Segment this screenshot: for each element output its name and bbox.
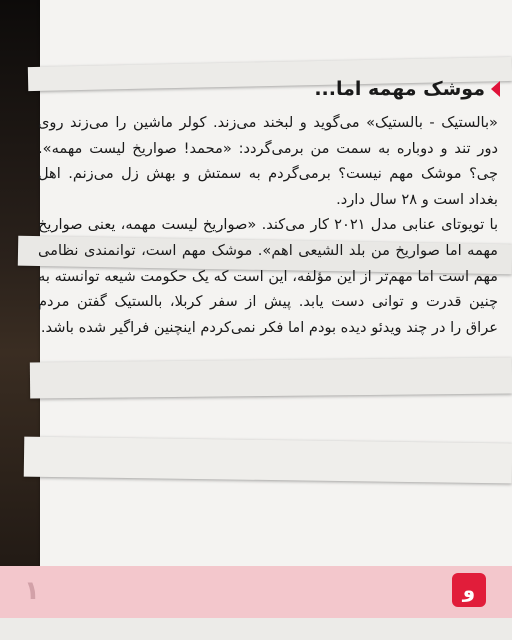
paragraph: «بالستیک - بالستیک» می‌گوید و لبخند می‌زند. کولر ماشین را می‌زند روی دور تند و دوباره به سمت من برمی‌گردد: «محمد! صواریخ لیست مهمه». چی؟ موشک مهم نیست؟ برمی‌گردم به سمتش و بهش زل می‌زنم. اهل بغداد است و ۲۸ سال دارد. [38, 114, 498, 208]
title-row [314, 78, 500, 100]
paragraph: با تویوتای عنابی مدل ۲۰۲۱ کار می‌کند. «صواریخ لیست مهمه، یعنی صواریخ مهمه اما صواریخ من بلد الشیعی اهم». موشک مهم است، توانمندی نظامی مهم است اما مهم‌تر از این مؤلفه، این است که یک حکومت شیعه توانسته به چنین قدرت و توانی دست یابد. پیش از سفر کربلا، بالستیک گفتن مردم عراق را در چند ویدئو دیده بودم اما فکر نمی‌کردم اینچنین فراگیر شده باشد. [38, 216, 499, 336]
footer-band [0, 566, 512, 618]
paper-sheet [30, 357, 512, 398]
page-number: ۱ [24, 576, 40, 606]
title-marker-icon [491, 81, 500, 97]
article-body [38, 110, 498, 340]
brand-logo [452, 573, 486, 607]
bottom-paper-strip [0, 618, 512, 640]
logo-glyph: و [462, 578, 476, 602]
paper-sheet [24, 437, 512, 484]
page-title: موشک مهمه اما... [314, 78, 485, 100]
